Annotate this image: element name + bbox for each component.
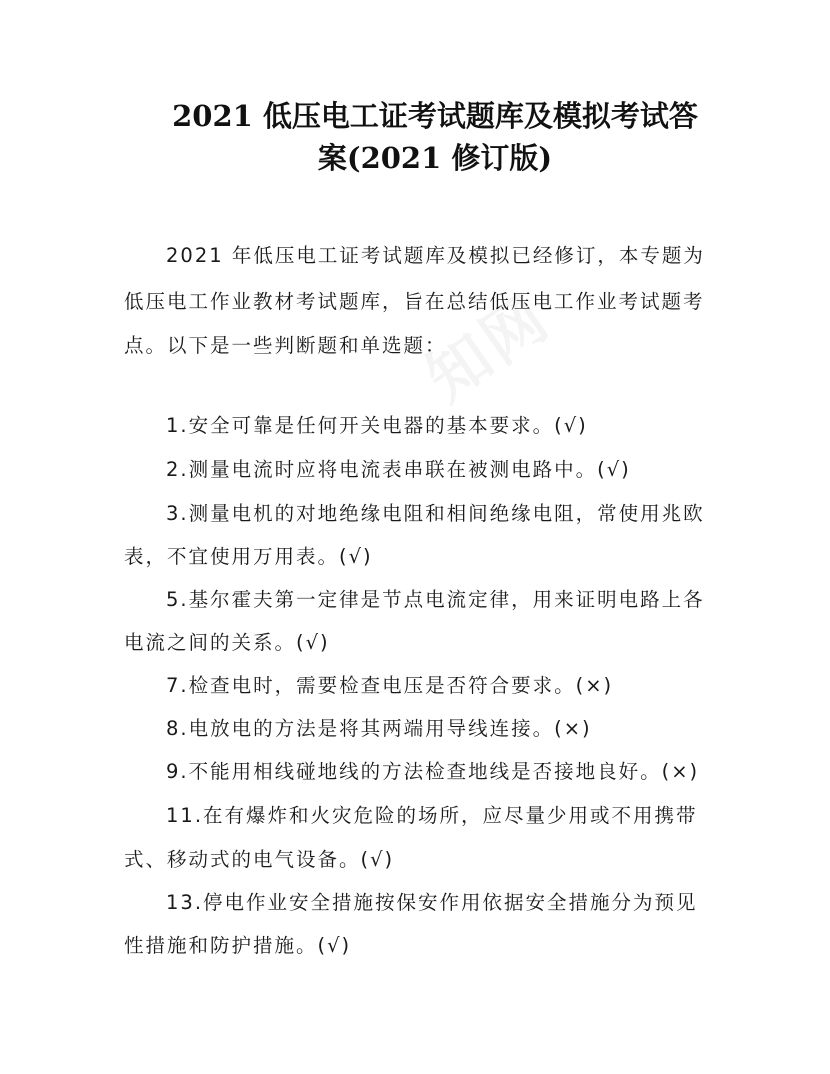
question-item-8: 8.电放电的方法是将其两端用导线连接。(×) (166, 717, 592, 740)
question-item-9: 9.不能用相线碰地线的方法检查地线是否接地良好。(×) (166, 760, 700, 783)
question-item-2: 2.测量电流时应将电流表串联在被测电路中。(√) (166, 458, 631, 481)
question-item-13-line-1: 13.停电作业安全措施按保安作用依据安全措施分为预见 (166, 891, 698, 914)
document-title-line-1: 2021 低压电工证考试题库及模拟考试答 (172, 99, 698, 133)
intro-line-3: 点。以下是一些判断题和单选题： (124, 334, 447, 357)
question-item-5-line-1: 5.基尔霍夫第一定律是节点电流定律，用来证明电路上各 (166, 588, 705, 611)
question-item-3-line-2: 表，不宜使用万用表。(√) (124, 545, 373, 568)
intro-line-1: 2021 年低压电工证考试题库及模拟已经修订，本专题为 (166, 244, 705, 267)
question-item-11-line-1: 11.在有爆炸和火灾危险的场所，应尽量少用或不用携带 (166, 804, 698, 827)
document-title-line-2: 案(2021 修订版) (317, 141, 553, 175)
question-item-7: 7.检查电时，需要检查电压是否符合要求。(×) (166, 674, 614, 697)
question-item-13-line-2: 性措施和防护措施。(√) (124, 934, 352, 957)
question-item-3-line-1: 3.测量电机的对地绝缘电阻和相间绝缘电阻，常使用兆欧 (166, 502, 705, 525)
question-item-1: 1.安全可靠是任何开关电器的基本要求。(√) (166, 414, 588, 437)
question-item-5-line-2: 电流之间的关系。(√) (124, 631, 330, 654)
question-item-11-line-2: 式、移动式的电气设备。(√) (124, 848, 395, 871)
intro-line-2: 低压电工作业教材考试题库，旨在总结低压电工作业考试题考 (124, 290, 705, 313)
